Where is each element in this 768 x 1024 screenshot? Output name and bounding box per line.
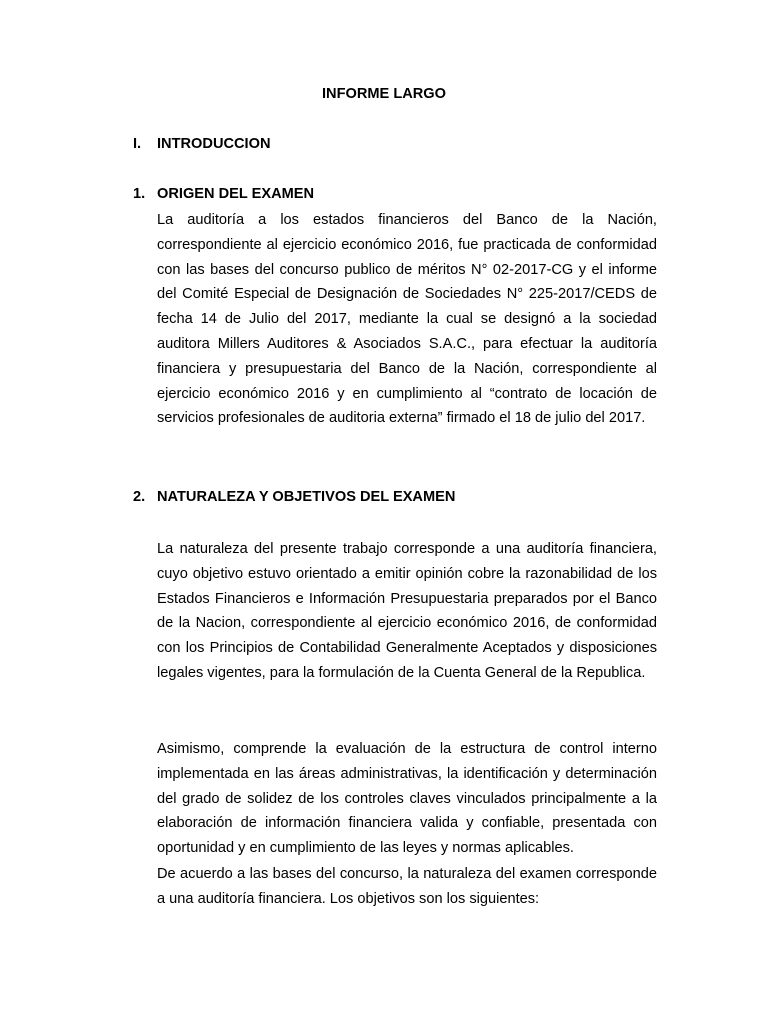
- section-label: NATURALEZA Y OBJETIVOS DEL EXAMEN: [157, 489, 456, 505]
- paragraph-naturaleza-1: La naturaleza del presente trabajo corresponde a una auditoría financiera, cuyo objetivo estuvo orientado a emitir opinión cobre la razonabilidad de los Estados Financieros e Información Presupuestaria preparados por el Banco de la Nacion, correspondiente al ejercicio económico 2016, de conformidad con los Principios de Contabilidad Generalmente Aceptados y disposiciones legales vigentes, para la formulación de la Cuenta General de la Republica.: [157, 541, 657, 681]
- section-heading-introduccion: [133, 134, 271, 154]
- paragraph-naturaleza-3: De acuerdo a las bases del concurso, la naturaleza del examen corresponde a una auditoría financiera. Los objetivos son los siguientes:: [157, 866, 657, 907]
- paragraph-origen: La auditoría a los estados financieros del Banco de la Nación, correspondiente al ejercicio económico 2016, fue practicada de conformidad con las bases del concurso publico de méritos N° 02-2017-CG y el informe del Comité Especial de Designación de Sociedades N° 225-2017/CEDS de fecha 14 de Julio del 2017, mediante la cual se designó a la sociedad auditora Millers Auditores & Asociados S.A.C., para efectuar la auditoría financiera y presupuestaria del Banco de la Nación, correspondiente al ejercicio económico 2016 y en cumplimiento al “contrato de locación de servicios profesionales de auditoria externa” firmado el 18 de julio del 2017.: [157, 212, 657, 427]
- section-label: INTRODUCCION: [157, 136, 271, 152]
- document-title: INFORME LARGO: [321, 86, 447, 102]
- section-number: 2.: [133, 489, 146, 505]
- section-number: I.: [133, 136, 142, 152]
- section-heading-naturaleza: [133, 487, 455, 507]
- paragraph-naturaleza-2: Asimismo, comprende la evaluación de la estructura de control interno implementada en las áreas administrativas, la identificación y determinación del grado de solidez de los controles claves vinculados principalmente a la elaboración de información financiera valida y confiable, presentada con oportunidad y en cumplimiento de las leyes y normas aplicables.: [157, 741, 657, 857]
- section-heading-origen: [133, 184, 314, 204]
- section-label: ORIGEN DEL EXAMEN: [157, 186, 315, 202]
- section-number: 1.: [133, 186, 146, 202]
